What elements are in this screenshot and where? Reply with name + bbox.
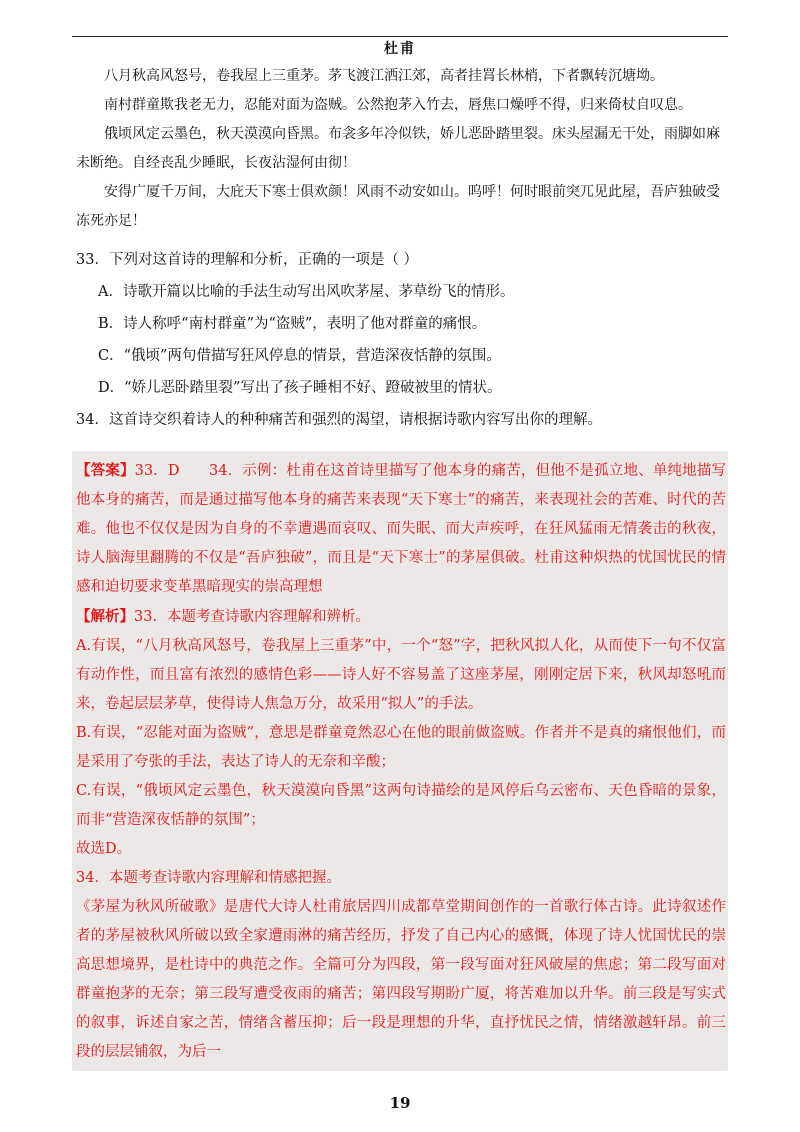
poem-body [76,62,726,236]
question-33: 33．下列对这首诗的理解和分析，正确的一项是（ ） [76,252,419,268]
answer-label: 【答案】 [76,462,135,479]
analysis-intro-paragraph [76,602,726,632]
answer-section [76,456,726,1067]
analysis-34-text: 《茅屋为秋风所破歌》是唐代大诗人杜甫旅居四川成都草堂期间创作的一首歌行体古诗。此诗叙述作者的茅屋被秋风所破以致全家遭雨淋的痛苦经历，抒发了自己内心的感慨，体现了诗人忧国忧民的崇高思想境界，是杜诗中的典范之作。全篇可分为四段，第一段写面对狂风破屋的焦虑；第二段写面对群童抱茅的无奈；第三段写遭受夜雨的痛苦；第四段写期盼广厦，将苦难加以升华。前三段是写实式的叙事，诉述自家之苦，情绪含蓄压抑；后一段是理想的升华，直抒忧民之情，情绪激越轩昂。前三段的层层铺叙，为后一 [76,899,726,1060]
answer-text: 33．D 34．示例：杜甫在这首诗里描写了他本身的痛苦，但他不是孤立地、单纯地描写他本身的痛苦，而是通过描写他本身的痛苦来表现“天下寒士”的痛苦，来表现社会的苦难、时代的苦难。他也不仅仅是因为自身的不幸遭遇而哀叹、而失眠、而大声疾呼，在狂风猛雨无情袭击的秋夜，诗人脑海里翻腾的不仅是“吾庐独破”，而且是“天下寒士”的茅屋俱破。杜甫这种炽热的忧国忧民的情感和迫切要求变革黑暗现实的崇高理想 [76,463,727,595]
page-number: 19 [389,1094,411,1112]
questions [76,244,726,436]
option-c: C．“俄顷”两句借描写狂风停息的情景，营造深夜恬静的氛围。 [98,348,501,364]
analysis-option-c: C.有误，“俄顷风定云墨色，秋天漠漠向昏黑”这两句诗描绘的是风停后乌云密布、天色昏暗的景象，而非“营造深夜恬静的氛围”； [76,783,726,828]
top-rule [72,36,728,37]
analysis-option-a: A.有误，“八月秋高风怒号，卷我屋上三重茅”中，一个“怒”字，把秋风拟人化，从而使下一句不仅富有动作性，而且富有浓烈的感情色彩——诗人好不容易盖了这座茅屋，刚刚定居下来，秋风却怒吼而来，卷起层层茅草，使得诗人焦急万分，故采用“拟人”的手法。 [76,638,726,712]
option-d: D．“娇儿恶卧踏里裂”写出了孩子睡相不好、蹬破被里的情状。 [98,380,502,396]
analysis-label: 【解析】 [76,608,134,625]
answer-paragraph [76,456,726,602]
poem-author: 杜甫 [384,41,416,57]
poem-stanza-3: 俄顷风定云墨色，秋天漠漠向昏黑。布衾多年冷似铁，娇儿恶卧踏里裂。床头屋漏无干处，雨脚如麻未断绝。自经丧乱少睡眠，长夜沾湿何由彻！ [76,126,720,171]
analysis-intro: 33．本题考查诗歌内容理解和辨析。 [134,609,370,625]
poem-stanza-1: 八月秋高风怒号，卷我屋上三重茅。茅飞渡江洒江郊，高者挂罥长林梢，下者飘转沉塘坳。 [104,68,664,84]
analysis-choice: 故选D。 [76,841,132,857]
option-a: A．诗歌开篇以比喻的手法生动写出风吹茅屋、茅草纷飞的情形。 [98,284,515,300]
analysis-option-b: B.有误，“忍能对面为盗贼”，意思是群童竟然忍心在他的眼前做盗贼。作者并不是真的痛恨他们，而是采用了夸张的手法，表达了诗人的无奈和辛酸； [76,725,726,770]
question-34: 34．这首诗交织着诗人的种种痛苦和强烈的渴望，请根据诗歌内容写出你的理解。 [76,412,602,428]
poem-stanza-2: 南村群童欺我老无力，忍能对面为盗贼。公然抱茅入竹去，唇焦口燥呼不得，归来倚杖自叹息。 [104,97,692,113]
option-b: B．诗人称呼“南村群童”为“盗贼”，表明了他对群童的痛恨。 [98,316,487,332]
poem-stanza-4: 安得广厦千万间，大庇天下寒士俱欢颜！风雨不动安如山。呜呼！何时眼前突兀见此屋，吾庐独破受冻死亦足！ [76,184,720,229]
analysis-34-intro: 34．本题考查诗歌内容理解和情感把握。 [76,870,341,886]
